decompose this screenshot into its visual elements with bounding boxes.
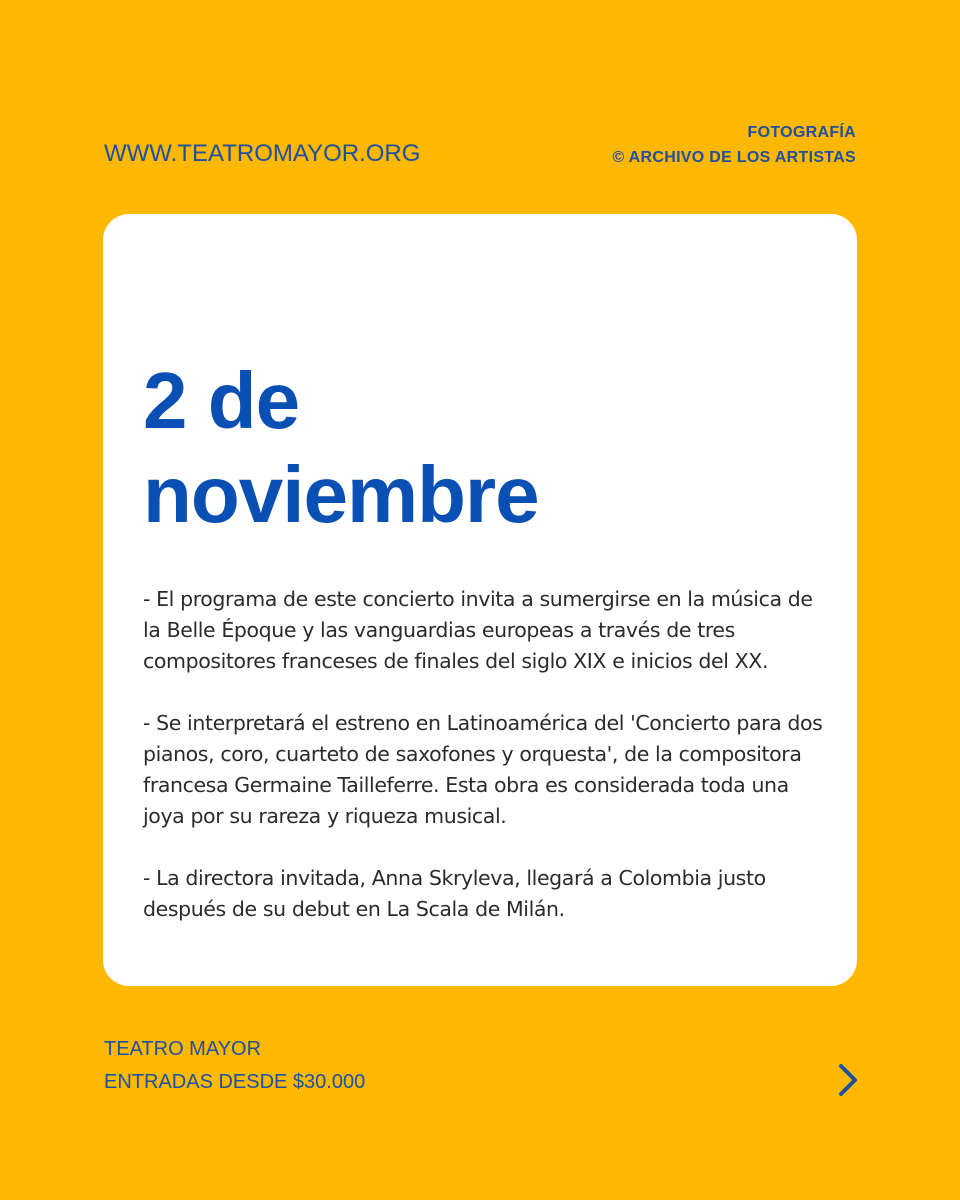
info-card	[103, 214, 857, 986]
ticket-price: ENTRADAS DESDE $30.000	[104, 1071, 366, 1093]
footer-info	[104, 1033, 365, 1099]
event-date	[143, 354, 823, 542]
event-date-month: noviembre	[143, 450, 539, 539]
chevron-right-icon[interactable]	[834, 1062, 862, 1098]
description-paragraph: - Se interpretará el estreno en Latinoamérica del 'Concierto para dos pianos, coro, cuarteto de saxofones y orquesta', de la compositora francesa Germaine Tailleferre. Esta obra es considerada toda una joya por su rareza y riqueza musical.	[143, 711, 823, 828]
description-paragraph: - La directora invitada, Anna Skryleva, llegará a Colombia justo después de su debut en La Scala de Milán.	[143, 866, 766, 921]
event-date-day: 2 de	[143, 356, 300, 445]
event-description	[143, 584, 833, 956]
photo-credit	[612, 120, 856, 170]
venue-name: TEATRO MAYOR	[104, 1038, 262, 1060]
credit-label: FOTOGRAFÍA	[747, 124, 856, 141]
website-url[interactable]: WWW.TEATROMAYOR.ORG	[104, 140, 421, 167]
description-paragraph: - El programa de este concierto invita a sumergirse en la música de la Belle Époque y las vanguardias europeas a través de tres compositores franceses de finales del siglo XIX e inicios del XX.	[143, 587, 813, 673]
credit-source: © ARCHIVO DE LOS ARTISTAS	[612, 149, 856, 166]
